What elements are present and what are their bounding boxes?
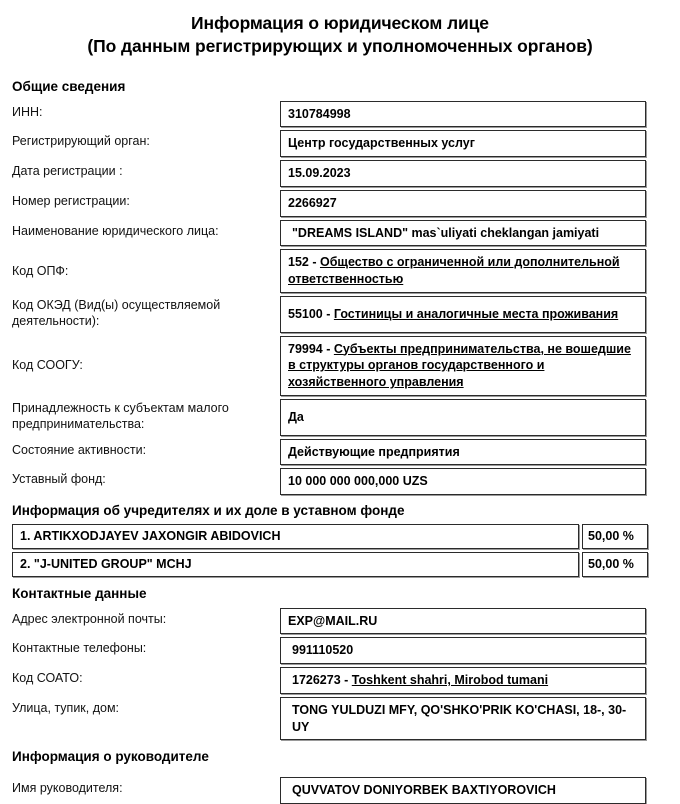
value-director-name: QUVVATOV DONIYORBEK BAXTIYOROVICH xyxy=(280,777,646,804)
label-inn: ИНН: xyxy=(12,104,43,119)
value-opf-code xyxy=(280,249,646,293)
field-row-registration-date xyxy=(0,160,680,187)
value-oked-code-number: 55100 - xyxy=(288,306,334,321)
value-soato-code-number: 1726273 - xyxy=(292,673,352,688)
founder-name: 1. ARTIKXODJAYEV JAXONGIR ABIDOVICH xyxy=(12,524,579,549)
general-fields-group xyxy=(0,101,680,496)
label-small-business: Принадлежность к субъектам малого предпринимательства: xyxy=(12,400,229,432)
value-opf-code-description: Общество с ограниченной или дополнительной ответственностью xyxy=(288,255,620,287)
value-activity-status: Действующие предприятия xyxy=(280,439,646,466)
value-oked-code-description: Гостиницы и аналогичные места проживания xyxy=(333,306,619,321)
value-phones: 991110520 xyxy=(280,637,646,664)
value-soogu-code-number: 79994 - xyxy=(288,341,334,356)
field-row-small-business xyxy=(0,399,680,436)
field-row-entity-name xyxy=(0,220,680,247)
founder-name: 2. "J-UNITED GROUP" MCHJ xyxy=(12,552,579,577)
page-title xyxy=(0,0,680,59)
label-charter-fund: Уставный фонд: xyxy=(12,472,106,487)
field-row-soogu-code xyxy=(0,336,680,396)
contacts-fields-group xyxy=(0,608,680,741)
label-entity-name: Наименование юридического лица: xyxy=(12,223,219,238)
founder-share: 50,00 % xyxy=(582,524,648,549)
label-registration-number: Номер регистрации: xyxy=(12,193,130,208)
field-row-oked-code xyxy=(0,296,680,333)
label-oked-code: Код ОКЭД (Вид(ы) осуществляемой деятельности): xyxy=(12,297,221,329)
field-row-soato-code xyxy=(0,667,680,694)
director-fields-group xyxy=(0,777,680,804)
field-row-activity-status xyxy=(0,439,680,466)
label-director-name: Имя руководителя: xyxy=(12,781,123,796)
field-row-opf-code xyxy=(0,249,680,293)
field-row-director-name xyxy=(0,777,680,804)
label-email: Адрес электронной почты: xyxy=(12,611,167,626)
field-row-inn xyxy=(0,101,680,128)
label-soato-code: Код СОАТО: xyxy=(12,671,83,686)
label-address: Улица, тупик, дом: xyxy=(12,700,120,715)
label-soogu-code: Код СООГУ: xyxy=(12,358,83,373)
label-opf-code: Код ОПФ: xyxy=(12,263,69,278)
section-heading-director: Информация о руководителе xyxy=(12,749,209,765)
field-row-phones xyxy=(0,637,680,664)
value-registering-body: Центр государственных услуг xyxy=(280,130,646,157)
label-registration-date: Дата регистрации : xyxy=(12,164,123,179)
section-heading-founders: Информация об учредителях и их доле в уставном фонде xyxy=(12,503,405,519)
label-registering-body: Регистрирующий орган: xyxy=(12,134,150,149)
value-address: TONG YULDUZI MFY, QO'SHKO'PRIK KO'CHASI, 18-, 30-UY xyxy=(280,697,646,741)
value-opf-code-number: 152 - xyxy=(288,255,320,270)
value-email: EXP@MAIL.RU xyxy=(280,608,646,635)
value-soogu-code xyxy=(280,336,646,396)
value-charter-fund: 10 000 000 000,000 UZS xyxy=(280,468,646,495)
field-row-email xyxy=(0,608,680,635)
value-soato-code-description: Toshkent shahri, Mirobod tumani xyxy=(351,673,549,688)
section-heading-general: Общие сведения xyxy=(12,78,126,94)
section-heading-contacts: Контактные данные xyxy=(12,585,147,601)
value-soato-code xyxy=(280,667,646,694)
label-activity-status: Состояние активности: xyxy=(12,442,147,457)
page-title-line-1: Информация о юридическом лице xyxy=(191,13,489,33)
value-soogu-code-description: Субъекты предпринимательства, не вошедшие в структуры органов государственного и хозяйственного управления xyxy=(288,341,631,390)
field-row-charter-fund xyxy=(0,468,680,495)
table-row xyxy=(12,552,648,577)
founders-table xyxy=(0,524,680,577)
table-row xyxy=(12,524,648,549)
value-inn: 310784998 xyxy=(280,101,646,128)
founder-share: 50,00 % xyxy=(582,552,648,577)
page-title-line-2: (По данным регистрирующих и уполномоченных органов) xyxy=(87,36,593,57)
value-entity-name: "DREAMS ISLAND" mas`uliyati cheklangan jamiyati xyxy=(280,220,646,247)
label-phones: Контактные телефоны: xyxy=(12,641,147,656)
field-row-address xyxy=(0,697,680,741)
value-registration-number: 2266927 xyxy=(280,190,646,217)
value-registration-date: 15.09.2023 xyxy=(280,160,646,187)
field-row-registration-number xyxy=(0,190,680,217)
value-small-business: Да xyxy=(280,399,646,436)
field-row-registering-body xyxy=(0,130,680,157)
value-oked-code xyxy=(280,296,646,333)
